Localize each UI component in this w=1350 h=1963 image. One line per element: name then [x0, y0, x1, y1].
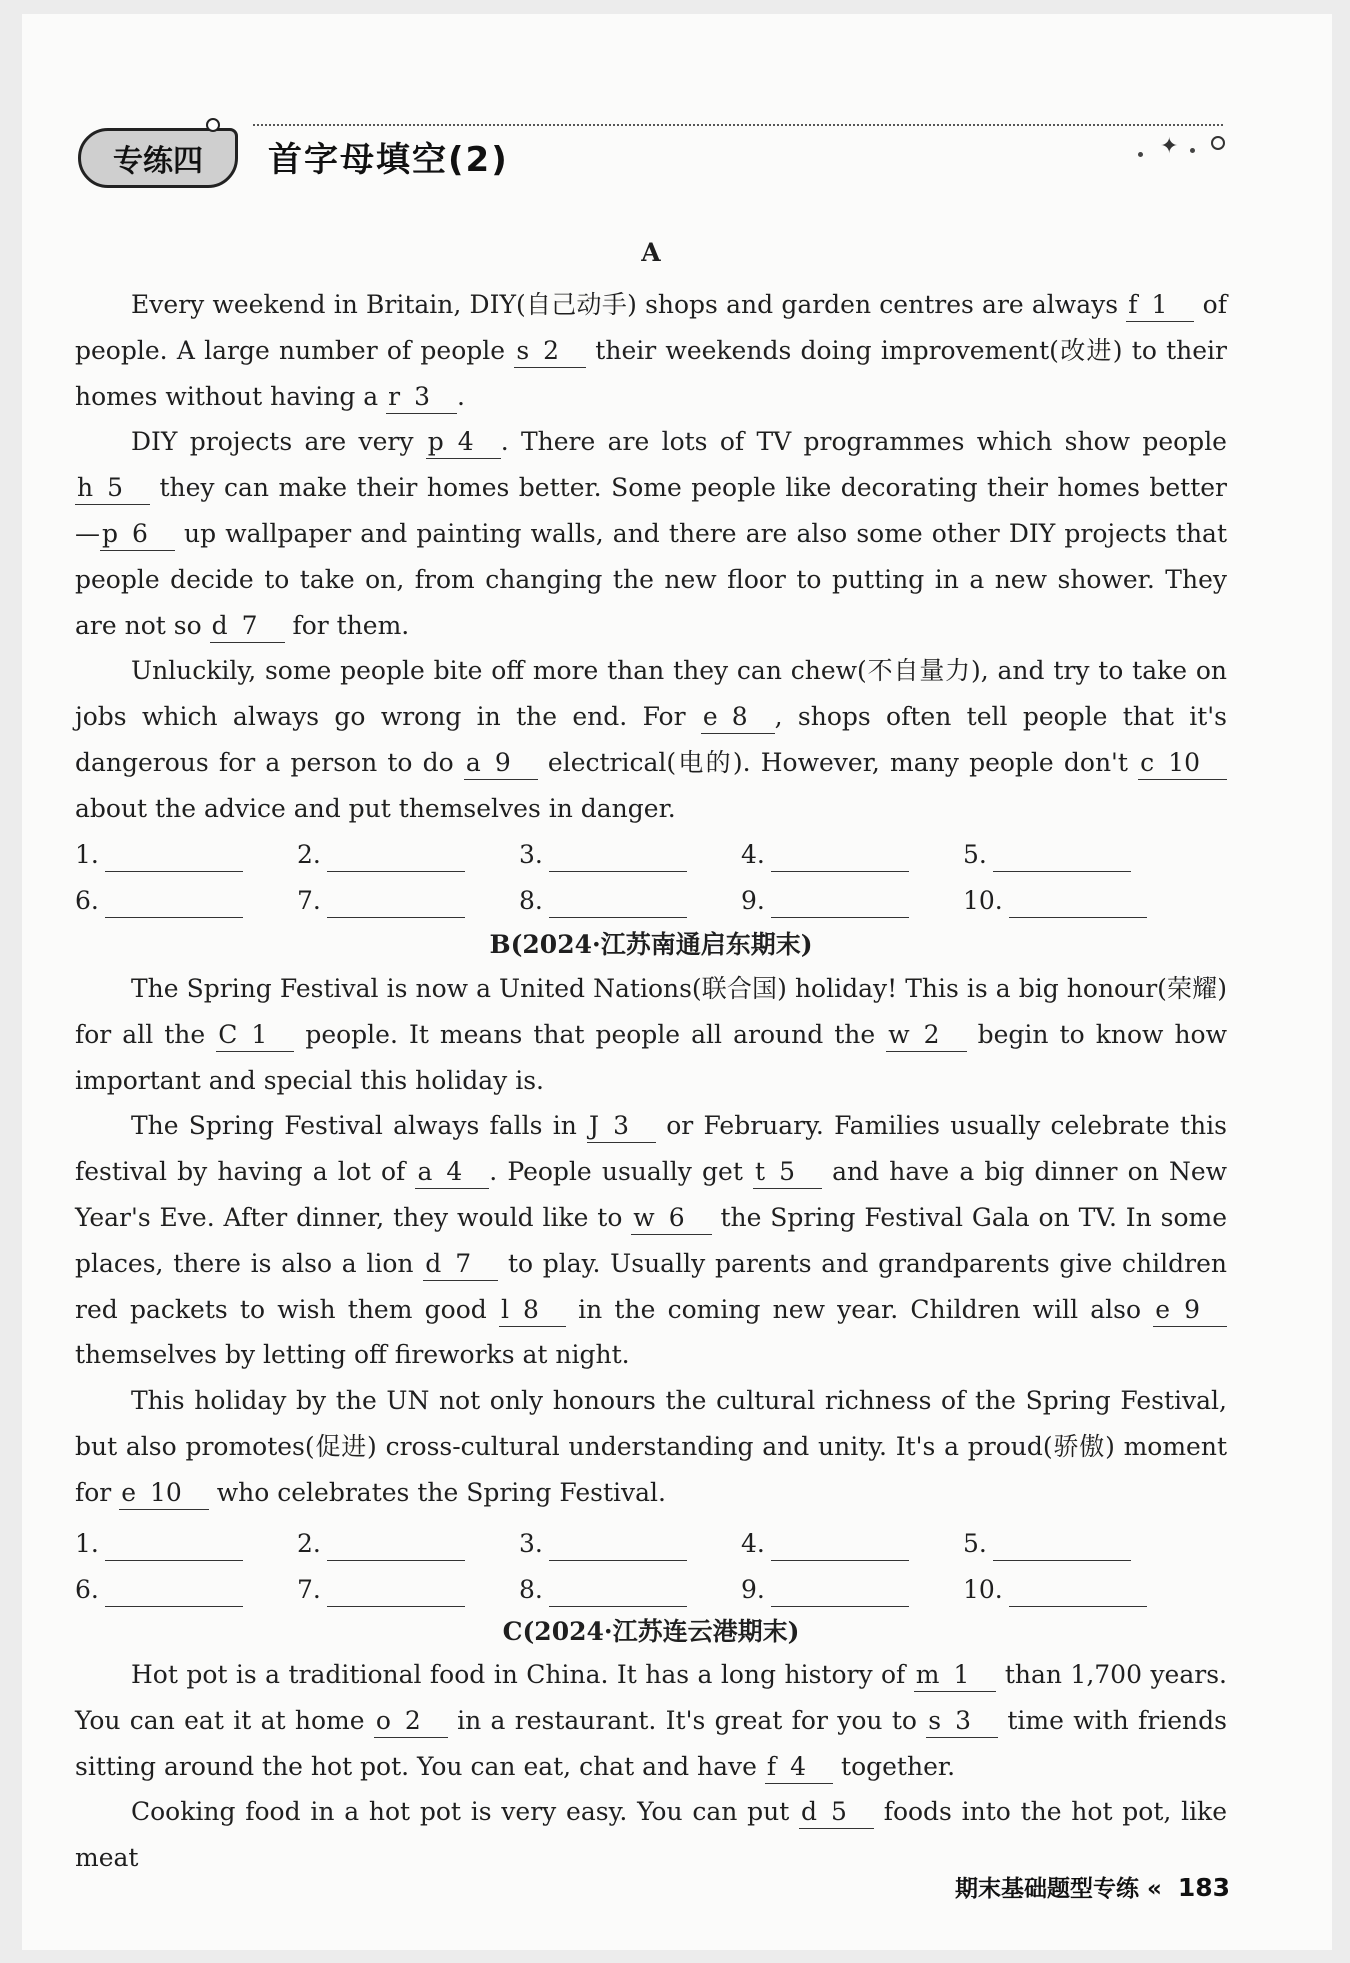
answer-line[interactable]	[327, 843, 465, 872]
answer-number: 7.	[297, 1575, 321, 1604]
footer-label: 期末基础题型专练	[955, 1876, 1139, 1902]
answer-line[interactable]	[549, 1578, 687, 1607]
answer-item	[741, 1527, 963, 1561]
blank-number: 3	[414, 381, 431, 411]
answer-line[interactable]	[993, 1532, 1131, 1561]
fill-blank[interactable]	[426, 426, 501, 459]
blank-initial-letter: a	[417, 1157, 433, 1187]
answer-number: 2.	[297, 1529, 321, 1558]
blank-initial-letter: e	[121, 1477, 136, 1507]
answer-item	[963, 884, 1185, 918]
blank-number: 9	[494, 747, 511, 777]
answer-number: 8.	[519, 886, 543, 915]
blank-number: 6	[668, 1202, 685, 1232]
section-header	[78, 118, 1228, 198]
dot-decoration-icon	[1190, 148, 1195, 153]
section-b-paragraph-3: This holiday by the UN not only honours the cultural richness of the Spring Festival, but also promotes(促进) cross-cultural understanding and unity. It's a proud(骄傲) moment for e 10 who celebrates the Spring Festival.	[75, 1378, 1227, 1515]
fill-blank[interactable]	[216, 1019, 294, 1052]
fill-blank[interactable]	[765, 1751, 833, 1784]
answer-item	[297, 1573, 519, 1607]
blank-number: 1	[251, 1019, 268, 1049]
section-a-paragraph-3: Unluckily, some people bite off more than they can chew(不自量力), and try to take on jobs which always go wrong in the end. For e 8 , shops often tell people that it's dangerous for a person to do a 9 electrical(电的). However, many people don't c 10 about the advice and put themselves in danger.	[75, 656, 1227, 823]
answer-line[interactable]	[105, 1578, 243, 1607]
fill-blank[interactable]	[753, 1156, 822, 1189]
blank-initial-letter: l	[500, 1294, 509, 1324]
blank-number: 4	[446, 1157, 463, 1187]
answer-number: 4.	[741, 1529, 765, 1558]
fill-blank[interactable]	[423, 1248, 498, 1281]
answer-number: 1.	[75, 840, 99, 869]
answer-item	[519, 884, 741, 918]
answer-item	[75, 1573, 297, 1607]
blank-number: 3	[955, 1705, 971, 1735]
fill-blank[interactable]	[499, 1294, 566, 1327]
answer-number: 10.	[963, 1575, 1003, 1604]
answer-item	[297, 838, 519, 872]
blank-initial-letter: d	[801, 1797, 818, 1827]
section-c-passage	[75, 1652, 1227, 1881]
blank-initial-letter: C	[218, 1019, 238, 1049]
blank-initial-letter: r	[388, 381, 401, 411]
blank-number: 2	[923, 1019, 940, 1049]
fill-blank[interactable]	[587, 1110, 656, 1143]
page-footer	[955, 1870, 1230, 1903]
blank-initial-letter: d	[211, 610, 228, 640]
answer-number: 5.	[963, 840, 987, 869]
answer-item	[519, 838, 741, 872]
answer-item	[519, 1573, 741, 1607]
section-c-paragraph-2: Cooking food in a hot pot is very easy. You can put d 5 foods into the hot pot, like meat	[75, 1797, 1228, 1873]
answer-item	[297, 1527, 519, 1561]
answer-line[interactable]	[549, 889, 687, 918]
blank-number: 3	[613, 1111, 629, 1141]
page-number: 183	[1177, 1873, 1231, 1902]
answer-item	[741, 838, 963, 872]
fill-blank[interactable]	[886, 1019, 966, 1052]
answer-line[interactable]	[771, 843, 909, 872]
section-b-answer-grid	[75, 1527, 1227, 1607]
answer-line[interactable]	[105, 889, 243, 918]
blank-number: 10	[1168, 747, 1200, 777]
answer-line[interactable]	[327, 1578, 465, 1607]
dot-decoration-icon	[1138, 152, 1143, 157]
double-chevron-icon: «	[1147, 1876, 1162, 1902]
blank-number: 4	[457, 427, 474, 457]
answer-item	[963, 1573, 1185, 1607]
answer-number: 9.	[741, 886, 765, 915]
badge-dot-icon	[206, 118, 220, 132]
section-a-passage	[75, 282, 1227, 832]
answer-item	[963, 838, 1185, 872]
answer-item	[297, 884, 519, 918]
blank-number: 5	[779, 1157, 795, 1187]
answer-item	[741, 1573, 963, 1607]
answer-line[interactable]	[771, 1532, 909, 1561]
blank-initial-letter: w	[633, 1202, 655, 1232]
fill-blank[interactable]	[701, 701, 775, 734]
fill-blank[interactable]	[464, 747, 538, 780]
ring-decoration-icon	[1211, 136, 1225, 150]
blank-initial-letter: d	[425, 1248, 442, 1278]
fill-blank[interactable]	[374, 1705, 448, 1738]
blank-initial-letter: t	[755, 1157, 766, 1187]
fill-blank[interactable]	[631, 1202, 711, 1235]
blank-number: 2	[404, 1705, 421, 1735]
answer-item	[75, 1527, 297, 1561]
blank-number: 1	[1151, 290, 1168, 319]
answer-line[interactable]	[327, 1532, 465, 1561]
blank-initial-letter: s	[516, 335, 530, 365]
answer-item	[963, 1527, 1185, 1561]
blank-number: 8	[731, 702, 748, 732]
answer-line[interactable]	[105, 843, 243, 872]
blank-initial-letter: w	[888, 1019, 910, 1049]
fill-blank[interactable]	[75, 472, 150, 505]
answer-line[interactable]	[105, 1532, 243, 1561]
blank-initial-letter: f	[1128, 290, 1138, 319]
blank-number: 8	[522, 1294, 539, 1324]
blank-initial-letter: c	[1140, 747, 1155, 777]
answer-item	[75, 884, 297, 918]
answer-line[interactable]	[327, 889, 465, 918]
fill-blank[interactable]	[514, 335, 586, 368]
answer-item	[741, 884, 963, 918]
blank-number: 5	[831, 1797, 847, 1827]
fill-blank[interactable]	[914, 1659, 997, 1692]
answer-line[interactable]	[771, 1578, 909, 1607]
answer-number: 3.	[519, 840, 543, 869]
section-badge	[78, 128, 238, 188]
fill-blank[interactable]	[1153, 1294, 1227, 1327]
section-b-paragraph-2: The Spring Festival always falls in J 3 or February. Families usually celebrate this festival by having a lot of a 4 . People usually get t 5 and have a big dinner on New Year's Eve. After dinner, they would like to w 6 the Spring Festival Gala on TV. In some places, there is also a lion d 7 to play. Usually parents and grandparents give children red packets to wish them good l 8 in the coming new year. Children will also e 9 themselves by letting off fireworks at night.	[75, 1111, 1228, 1370]
blank-number: 9	[1184, 1294, 1200, 1324]
blank-number: 5	[107, 473, 124, 503]
blank-number: 7	[455, 1248, 472, 1278]
sparkle-icon: ✦	[1160, 134, 1179, 159]
section-a-paragraph-2: DIY projects are very p 4 . There are lots of TV programmes which show people h 5 they can make their homes better. Some people like decorating their homes better—p 6 up wallpaper and painting walls, and there are also some other DIY projects that people decide to take on, from changing the new floor to putting in a new shower. They are not so d 7 for them.	[75, 419, 1227, 648]
section-c-paragraph-1: Hot pot is a traditional food in China. It has a long history of m 1 than 1,700 years. You can eat it at home o 2 in a restaurant. It's great for you to s 3 time with friends sitting around the hot pot. You can eat, chat and have f 4 together.	[75, 1652, 1227, 1789]
answer-line[interactable]	[549, 843, 687, 872]
section-a-paragraph-1: Every weekend in Britain, DIY(自己动手) shops and garden centres are always f 1 of people. A large number of people s 2 their weekends doing improvement(改进) to their homes without having a r 3 .	[75, 282, 1227, 419]
answer-number: 3.	[519, 1529, 543, 1558]
section-c-heading: C(2024·江苏连云港期末)	[502, 1617, 800, 1646]
blank-initial-letter: s	[928, 1705, 942, 1735]
blank-initial-letter: p	[102, 518, 119, 548]
answer-item	[519, 1527, 741, 1561]
answer-line[interactable]	[549, 1532, 687, 1561]
answer-line[interactable]	[1009, 1578, 1147, 1607]
answer-number: 6.	[75, 886, 99, 915]
blank-number: 7	[241, 610, 258, 640]
page-title: 首字母填空(2)	[268, 140, 509, 180]
section-b-heading: B(2024·江苏南通启东期末)	[489, 930, 813, 959]
blank-number: 6	[132, 518, 148, 548]
answer-number: 2.	[297, 840, 321, 869]
section-a-answer-grid	[75, 838, 1227, 918]
blank-initial-letter: f	[766, 1751, 777, 1781]
answer-number: 1.	[75, 1529, 99, 1558]
fill-blank[interactable]	[210, 610, 285, 643]
section-b-passage	[75, 966, 1227, 1516]
fill-blank[interactable]	[415, 1156, 489, 1189]
answer-number: 7.	[297, 886, 321, 915]
fill-blank[interactable]	[1126, 289, 1194, 322]
blank-initial-letter: e	[1155, 1294, 1171, 1324]
blank-number: 2	[543, 335, 560, 365]
header-dotted-line	[253, 124, 1223, 126]
answer-number: 10.	[963, 886, 1003, 915]
answer-number: 8.	[519, 1575, 543, 1604]
badge-label: 专练四	[113, 144, 203, 179]
section-a-heading: A	[641, 238, 661, 267]
fill-blank[interactable]	[1138, 747, 1227, 780]
answer-line[interactable]	[993, 843, 1131, 872]
blank-initial-letter: p	[427, 427, 444, 457]
blank-initial-letter: a	[465, 747, 481, 777]
blank-initial-letter: e	[702, 702, 718, 732]
fill-blank[interactable]	[926, 1705, 998, 1738]
section-b-paragraph-1: The Spring Festival is now a United Nations(联合国) holiday! This is a big honour(荣耀) for all the C 1 people. It means that people all around the w 2 begin to know how important and special this holiday is.	[75, 974, 1227, 1095]
answer-line[interactable]	[771, 889, 909, 918]
answer-number: 4.	[741, 840, 765, 869]
answer-item	[75, 838, 297, 872]
answer-line[interactable]	[1009, 889, 1147, 918]
blank-number: 4	[790, 1751, 807, 1781]
fill-blank[interactable]	[100, 518, 175, 551]
blank-number: 10	[150, 1477, 182, 1507]
answer-number: 6.	[75, 1575, 99, 1604]
blank-initial-letter: J	[589, 1111, 600, 1141]
fill-blank[interactable]	[119, 1477, 209, 1510]
answer-number: 9.	[741, 1575, 765, 1604]
answer-number: 5.	[963, 1529, 987, 1558]
blank-initial-letter: o	[375, 1705, 391, 1735]
blank-initial-letter: h	[77, 473, 94, 503]
blank-number: 1	[953, 1660, 970, 1689]
fill-blank[interactable]	[386, 381, 457, 414]
fill-blank[interactable]	[799, 1796, 874, 1829]
blank-initial-letter: m	[915, 1660, 940, 1689]
